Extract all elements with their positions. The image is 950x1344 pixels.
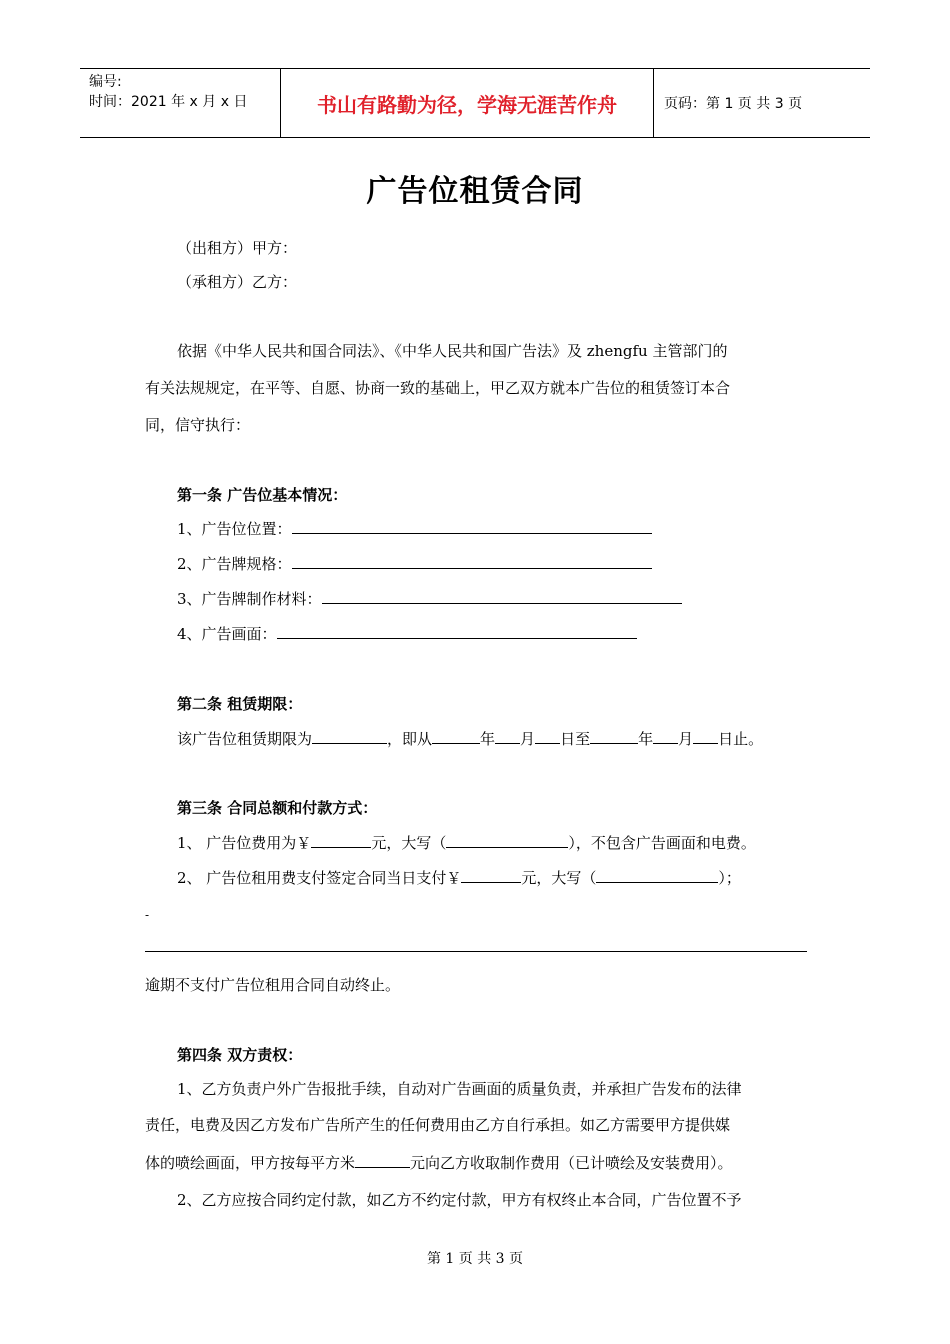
article3-item-2: 2、 广告位租用费支付签定合同当日支付￥ 元，大写（ ）； [177, 869, 741, 887]
article1-item-3: 3、广告牌制作材料： [177, 588, 682, 609]
article2-heading: 第二条 租赁期限： [177, 695, 303, 713]
article2-term: 该广告位租赁期限为 ，即从 年 月 日至 年 月 日止。 [177, 730, 764, 748]
header-number: 编号: [89, 74, 122, 90]
header-page: 页码：第 1 页 共 3 页 [664, 96, 803, 112]
article3-overdue: 逾期不支付广告位租用合同自动终止。 [145, 976, 401, 994]
preamble-line-1: 依据《中华人民共和国合同法》、《中华人民共和国广告法》及 zhengfu 主管部门的 [177, 342, 728, 360]
preamble-line-3: 同，信守执行： [145, 416, 251, 434]
header-time: 时间：2021 年 x 月 x 日 [89, 94, 248, 110]
article4-p1-line-2: 责任，电费及因乙方发布广告所产生的任何费用由乙方自行承担。如乙方需要甲方提供媒 [145, 1116, 731, 1134]
preamble-line-2: 有关法规规定，在平等、自愿、协商一致的基础上，甲乙双方就本广告位的租赁签订本合 [145, 379, 731, 397]
dash-mark: - [145, 908, 150, 922]
lessee-line: （承租方）乙方： [177, 273, 298, 291]
article4-p1-line-1: 1、乙方负责户外广告报批手续，自动对广告画面的质量负责，并承担广告发布的法律 [177, 1080, 742, 1098]
article4-heading: 第四条 双方责权： [177, 1046, 303, 1064]
article1-item-1: 1、广告位位置： [177, 518, 652, 539]
lessor-line: （出租方）甲方： [177, 239, 298, 257]
header-meta [80, 69, 281, 137]
page-footer: 第 1 页 共 3 页 [426, 1251, 524, 1267]
divider-line [145, 951, 807, 952]
document-header [80, 68, 870, 138]
article3-heading: 第三条 合同总额和付款方式： [177, 799, 378, 817]
article3-item-1: 1、 广告位费用为￥ 元，大写（ ），不包含广告画面和电费。 [177, 834, 756, 852]
article1-item-2: 2、广告牌规格： [177, 553, 652, 574]
article4-p1-line-3: 体的喷绘画面，甲方按每平方米 元向乙方收取制作费用（已计喷绘及安装费用）。 [145, 1154, 733, 1172]
article1-heading: 第一条 广告位基本情况： [177, 486, 348, 504]
article4-p2-line-1: 2、乙方应按合同约定付款，如乙方不约定付款，甲方有权终止本合同，广告位置不予 [177, 1191, 742, 1209]
header-motto: 书山有路勤为径，学海无涯苦作舟 [281, 69, 654, 137]
contract-title: 广告位租赁合同 [366, 174, 584, 209]
article1-item-4: 4、广告画面： [177, 623, 637, 644]
